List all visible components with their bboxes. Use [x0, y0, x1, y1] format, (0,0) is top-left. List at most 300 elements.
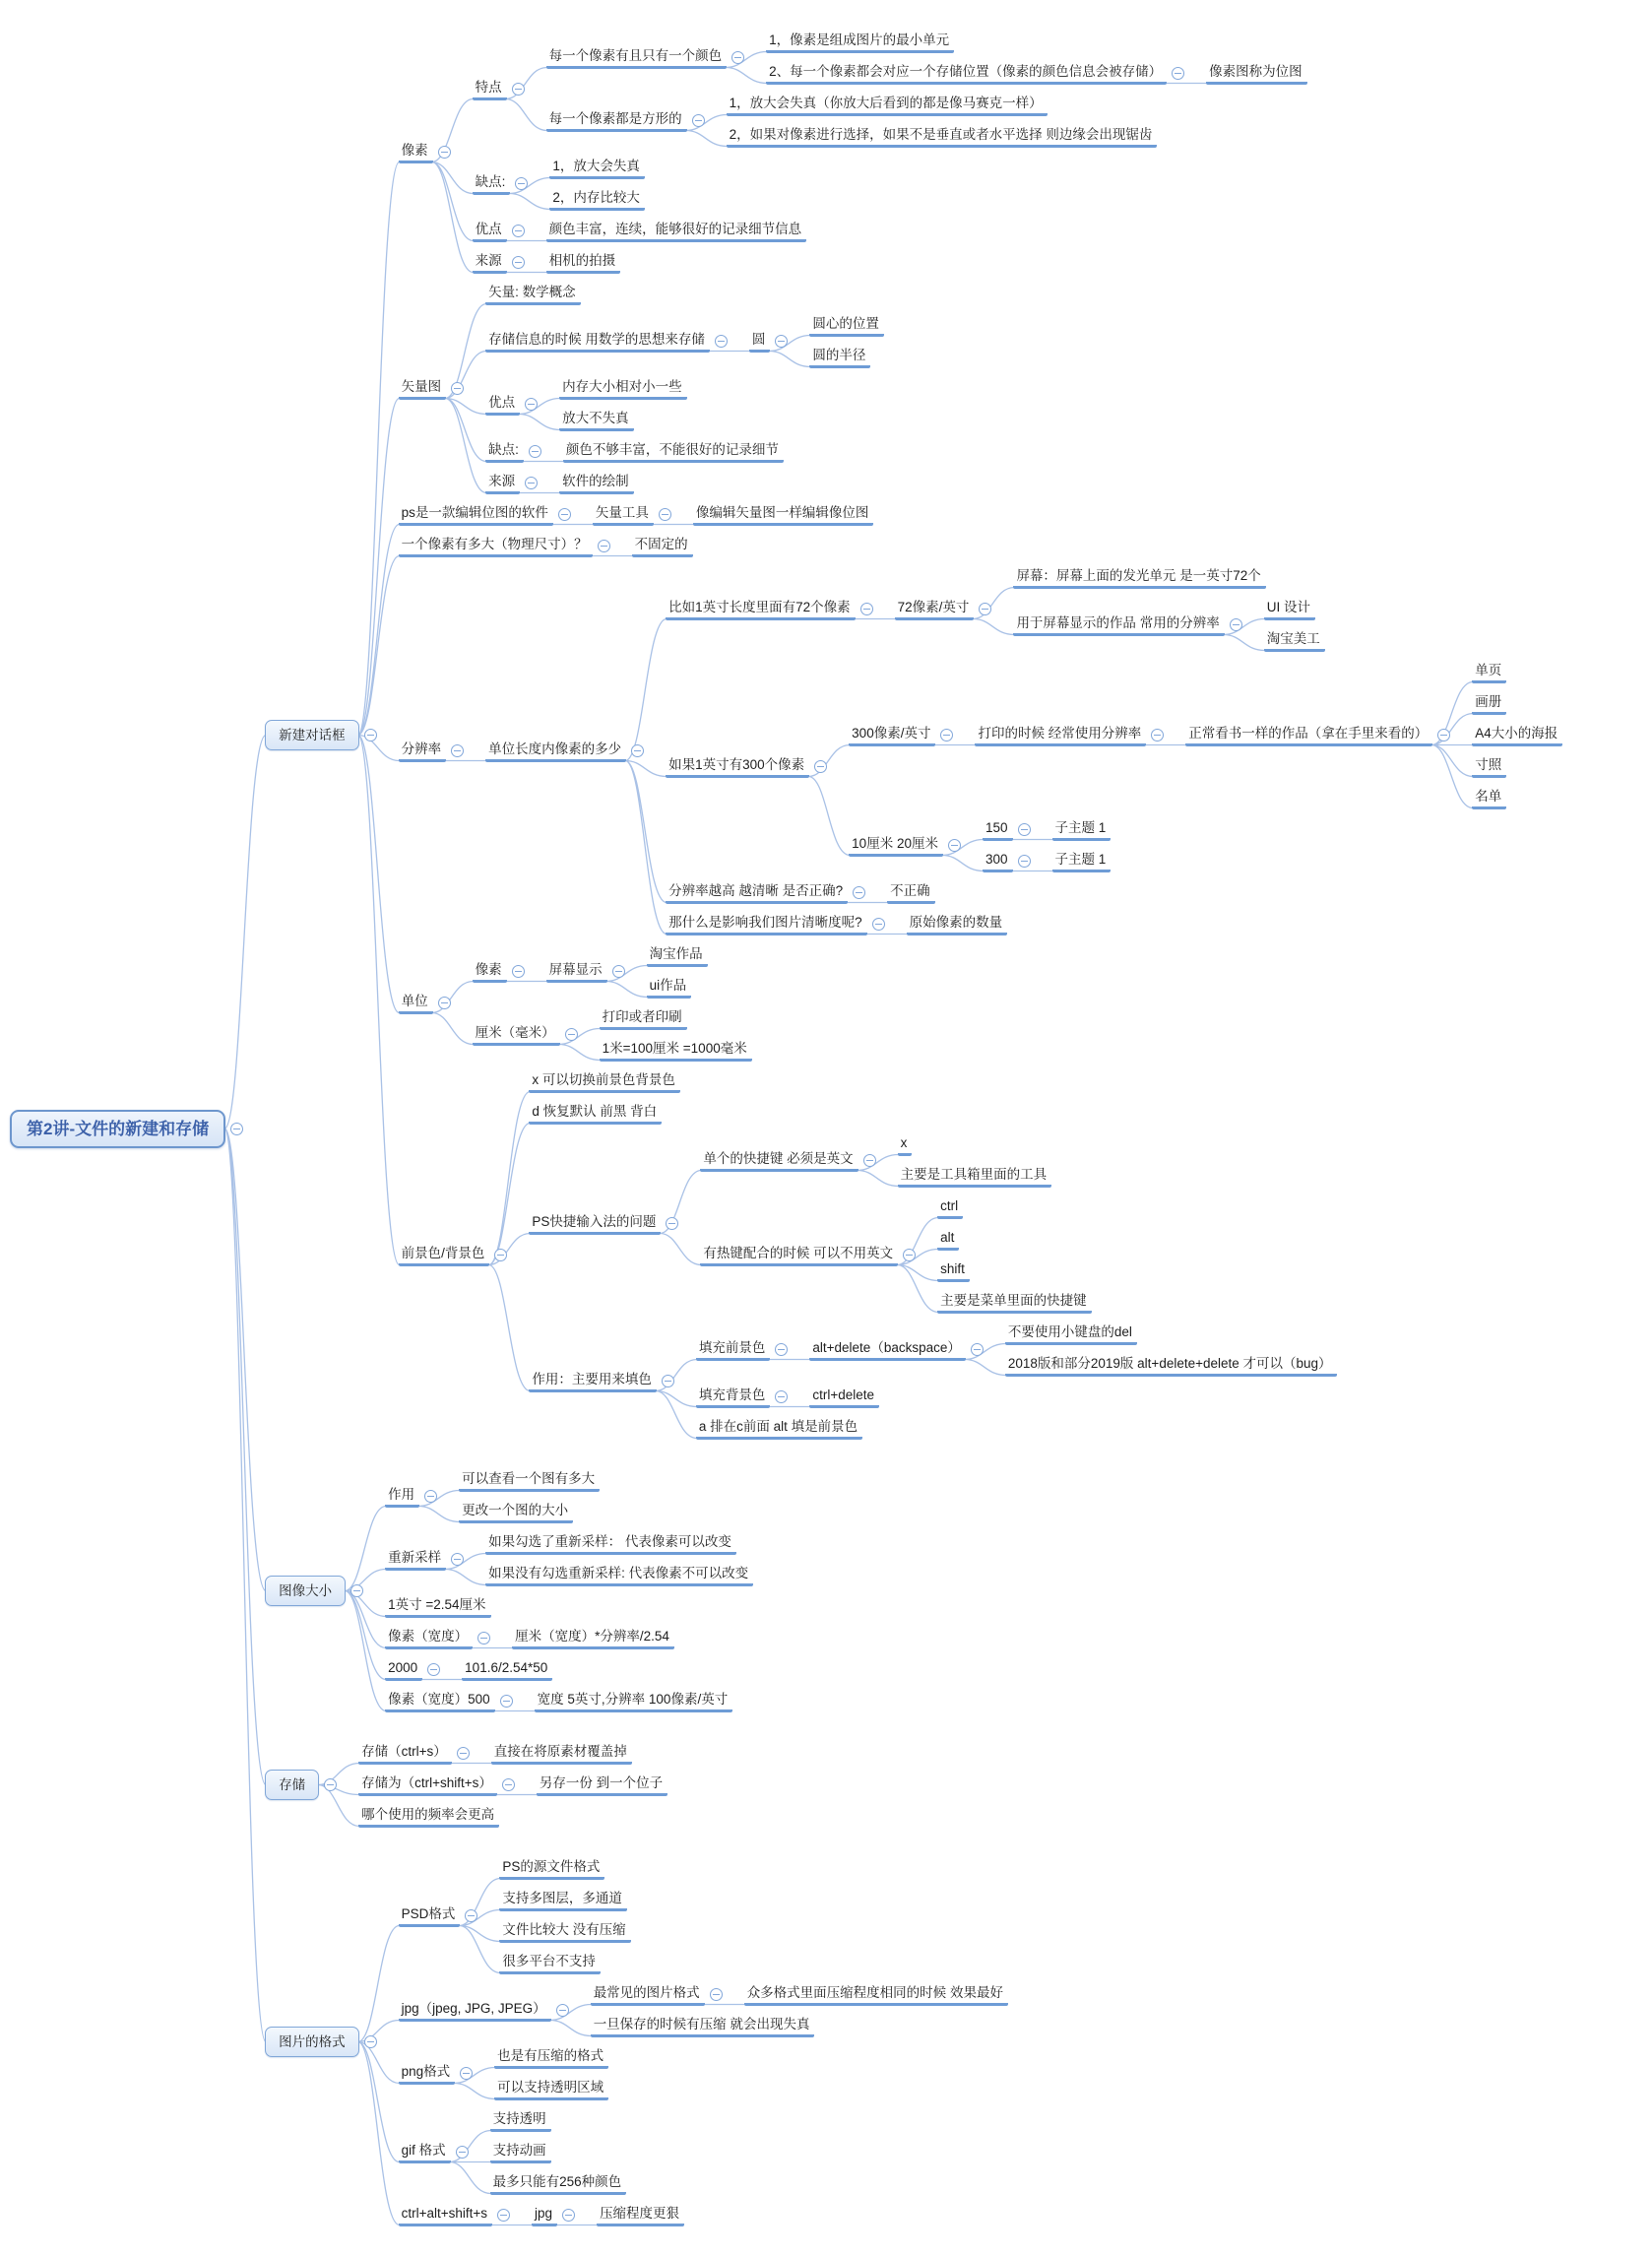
topic-head [559, 472, 634, 494]
mindmap-branch [1264, 598, 1325, 620]
children-group [700, 1133, 1091, 1314]
collapse-icon[interactable] [512, 256, 525, 269]
mindmap-topic[interactable]: 分辨率越高 越清晰 是否正确? [666, 881, 848, 904]
mindmap-topic[interactable]: 子主题 1 [1052, 850, 1112, 872]
mindmap-topic[interactable]: 单位长度内像素的多少 [485, 740, 626, 762]
mindmap-branch [399, 944, 1563, 1062]
collapse-icon[interactable] [424, 1490, 437, 1503]
topic-head [666, 755, 827, 778]
topic-head [473, 1023, 578, 1046]
mindmap-topic[interactable]: 一旦保存的时候有压缩 就会出现失真 [591, 2015, 815, 2037]
mindmap-topic[interactable]: ctrl [937, 1196, 963, 1219]
mindmap-topic[interactable]: a 排在c前面 alt 填是前景色 [696, 1417, 862, 1440]
topic-head [494, 2078, 608, 2100]
mindmap-branch [490, 2172, 627, 2195]
mindmap-topic[interactable]: 不固定的 [632, 535, 693, 557]
topic-head [499, 1920, 630, 1943]
mindmap-topic[interactable]: alt [937, 1228, 959, 1251]
mindmap-topic[interactable]: 像编辑矢量图一样编辑像位图 [693, 503, 874, 526]
mindmap-topic[interactable]: 不正确 [887, 881, 935, 904]
mindmap-topic[interactable]: 支持动画 [490, 2141, 551, 2163]
collapse-icon[interactable] [662, 1375, 674, 1387]
topic-head [10, 1110, 243, 1148]
mindmap-topic[interactable]: 2，如果对像素进行选择，如果不是垂直或者水平选择 则边缘会出现锯齿 [727, 125, 1158, 148]
children-group [512, 1627, 674, 1649]
children-group [593, 503, 874, 526]
mindmap-topic[interactable]: 2、每一个像素都会对应一个存储位置（像素的颜色信息会被存储） [766, 62, 1167, 85]
mindmap-branch [1013, 566, 1324, 589]
mindmap-topic[interactable]: 来源 [485, 472, 520, 494]
mindmap-branch [546, 94, 1307, 148]
mindmap-topic[interactable]: 每一个像素都是方形的 [546, 109, 687, 132]
mindmap-topic[interactable]: 主要是菜单里面的快捷键 [937, 1291, 1092, 1314]
collapse-icon[interactable] [666, 1217, 678, 1230]
children-group [559, 377, 687, 431]
mindmap-topic[interactable]: 存储（ctrl+s） [358, 1742, 452, 1765]
mindmap-branch [937, 1259, 1092, 1282]
mindmap-topic[interactable]: shift [937, 1259, 970, 1282]
mindmap-branch [462, 1658, 552, 1681]
mindmap-topic[interactable]: 10厘米 20厘米 [849, 834, 943, 857]
mindmap-branch [898, 1165, 1052, 1188]
topic-head [1472, 724, 1562, 746]
mindmap-branch [559, 377, 687, 400]
mindmap-topic[interactable]: 比如1英寸长度里面有72个像素 [666, 598, 856, 620]
mindmap-topic[interactable]: 主要是工具箱里面的工具 [898, 1165, 1052, 1188]
collapse-icon[interactable] [1018, 855, 1031, 868]
mindmap-topic[interactable]: 屏幕显示 [546, 960, 607, 983]
collapse-icon[interactable] [979, 603, 991, 615]
mindmap-topic[interactable]: 子主题 1 [1052, 818, 1112, 841]
collapse-icon[interactable] [903, 1249, 916, 1261]
topic-head [1264, 598, 1315, 620]
topic-head [597, 2204, 684, 2226]
collapse-icon[interactable] [529, 445, 541, 458]
mindmap-topic[interactable]: PSD格式 [399, 1904, 461, 1927]
mindmap-topic[interactable]: 72像素/英寸 [895, 598, 975, 620]
mindmap-topic[interactable]: 如果勾选了重新采样： 代表像素可以改变 [485, 1532, 736, 1555]
topic-head [809, 1338, 983, 1361]
collapse-icon[interactable] [556, 2004, 569, 2017]
mindmap-branch [512, 1627, 674, 1649]
topic-head [485, 1564, 753, 1586]
mindmap-topic[interactable]: 打印或者印刷 [600, 1007, 687, 1030]
topic-head [1206, 62, 1307, 85]
mindmap-topic[interactable]: 存储为（ctrl+shift+s） [358, 1773, 497, 1796]
children-group [473, 944, 752, 1062]
mindmap-topic[interactable]: 2018版和部分2019版 alt+delete+delete 才可以（bug） [1005, 1354, 1337, 1377]
mindmap-branch [459, 1469, 600, 1492]
mindmap-topic[interactable]: 最多只能有256种颜色 [490, 2172, 627, 2195]
mindmap-branch [385, 1658, 753, 1681]
mindmap-topic[interactable]: 1英寸 =2.54厘米 [385, 1595, 490, 1618]
mindmap-topic[interactable]: ps是一款编辑位图的软件 [399, 503, 553, 526]
collapse-icon[interactable] [451, 744, 464, 757]
mindmap-topic[interactable]: 1，放大会失真（你放大后看到的都是像马赛克一样） [727, 94, 1048, 116]
collapse-icon[interactable] [872, 918, 885, 931]
mindmap-topic[interactable]: 颜色丰富，连续，能够很好的记录细节信息 [546, 220, 807, 242]
mindmap-topic[interactable]: x 可以切换前景色背景色 [529, 1070, 680, 1093]
collapse-icon[interactable] [775, 1390, 788, 1403]
collapse-icon[interactable] [515, 177, 528, 190]
mindmap-topic[interactable]: jpg [532, 2204, 557, 2226]
mindmap-topic[interactable]: 300 [983, 850, 1013, 872]
mindmap-topic[interactable]: 支持透明 [490, 2109, 551, 2132]
mindmap-topic[interactable]: 不要使用小键盘的del [1005, 1322, 1137, 1345]
topic-head [490, 2141, 551, 2163]
mindmap-topic[interactable]: 淘宝作品 [647, 944, 708, 967]
collapse-icon[interactable] [659, 508, 671, 521]
collapse-icon[interactable] [948, 839, 961, 852]
mindmap-topic[interactable]: 放大不失真 [559, 409, 634, 431]
mindmap-branch [265, 1742, 1562, 1828]
children-group [462, 1658, 552, 1681]
collapse-icon[interactable] [451, 1553, 464, 1566]
mindmap-topic[interactable]: 填充前景色 [696, 1338, 771, 1361]
collapse-icon[interactable] [460, 2067, 473, 2080]
mindmap-topic[interactable]: 2000 [385, 1658, 422, 1681]
mindmap-branch [600, 1007, 752, 1030]
mindmap-topic[interactable]: 一个像素有多大（物理尺寸）？ [399, 535, 593, 557]
collapse-icon[interactable] [364, 2035, 377, 2048]
mindmap-topic[interactable]: 有热键配合的时候 可以不用英文 [700, 1244, 898, 1266]
collapse-icon[interactable] [497, 2209, 510, 2222]
collapse-icon[interactable] [427, 1663, 440, 1676]
mindmap-topic[interactable]: 分辨率 [399, 740, 447, 762]
topic-head [490, 2172, 627, 2195]
mindmap-topic[interactable]: jpg（jpeg, JPG, JPEG） [399, 1999, 551, 2022]
mindmap-topic[interactable]: 如果没有勾选重新采样: 代表像素不可以改变 [485, 1564, 753, 1586]
mindmap-branch [727, 125, 1158, 148]
mindmap-topic[interactable]: 圆的半径 [809, 346, 870, 368]
mindmap-branch [499, 1857, 630, 1880]
mindmap-branch [535, 1690, 733, 1712]
mindmap-branch [597, 2204, 684, 2226]
topic-head [385, 1595, 490, 1618]
topic-head [265, 2027, 377, 2057]
collapse-icon[interactable] [364, 729, 377, 742]
collapse-icon[interactable] [457, 1747, 470, 1760]
collapse-icon[interactable] [494, 1249, 507, 1261]
topic-head [399, 1999, 569, 2022]
mindmap-branch [749, 314, 884, 368]
mindmap-topic[interactable]: 特点 [473, 78, 507, 100]
topic-head [385, 1627, 490, 1649]
mindmap-branch [907, 913, 1008, 935]
children-group [597, 2204, 684, 2226]
mindmap-topic[interactable]: 内存大小相对小一些 [559, 377, 687, 400]
mindmap-topic[interactable]: 1，放大会失真 [549, 157, 645, 179]
topic-head [591, 1983, 723, 2006]
mindmap-topic[interactable]: 来源 [473, 251, 507, 274]
mindmap-topic[interactable]: 1，像素是组成图片的最小单元 [766, 31, 954, 53]
collapse-icon[interactable] [853, 886, 865, 899]
mindmap-topic[interactable]: 像素图称为位图 [1206, 62, 1307, 85]
topic-head [700, 1244, 916, 1266]
mindmap-topic[interactable]: 那什么是影响我们图片清晰度呢? [666, 913, 867, 935]
mindmap-topic[interactable]: 淘宝美工 [1264, 629, 1325, 652]
branch-topic[interactable]: 图像大小 [265, 1576, 346, 1606]
mindmap-branch [265, 1857, 1562, 2226]
mindmap-topic[interactable]: 300像素/英寸 [849, 724, 935, 746]
mindmap-topic[interactable]: 众多格式里面压缩程度相同的时候 效果最好 [744, 1983, 1008, 2006]
collapse-icon[interactable] [692, 114, 705, 127]
mindmap-topic[interactable]: 最常见的图片格式 [591, 1983, 705, 2006]
topic-head [563, 440, 784, 463]
topic-head [559, 409, 634, 431]
topic-head [593, 503, 671, 526]
mindmap-topic[interactable]: 像素（宽度） [385, 1627, 473, 1649]
mindmap-branch [632, 535, 693, 557]
children-group [399, 1857, 1008, 2226]
mindmap-branch [473, 220, 1307, 242]
mindmap-topic[interactable]: 画册 [1472, 692, 1506, 715]
topic-head [700, 1149, 875, 1172]
mindmap-topic[interactable]: 支持多图层，多通道 [499, 1889, 627, 1911]
mindmap-topic[interactable]: 作用：主要用来填色 [529, 1370, 657, 1392]
topic-head [485, 1532, 736, 1555]
mindmap-topic[interactable]: 另存一份 到一个位子 [537, 1773, 667, 1796]
mindmap-branch [529, 1322, 1336, 1440]
topic-head [546, 109, 705, 132]
topic-head [666, 881, 865, 904]
root-topic[interactable]: 第2讲-文件的新建和存储 [10, 1110, 225, 1148]
topic-head [459, 1469, 600, 1492]
collapse-icon[interactable] [775, 1343, 788, 1356]
collapse-icon[interactable] [456, 2146, 469, 2159]
mindmap-topic[interactable]: png格式 [399, 2062, 456, 2085]
mindmap-branch [499, 1952, 630, 1974]
mindmap-topic[interactable]: 厘米（毫米） [473, 1023, 560, 1046]
mindmap-topic[interactable]: 101.6/2.54*50 [462, 1658, 552, 1681]
collapse-icon[interactable] [477, 1632, 490, 1644]
mindmap-topic[interactable]: 填充背景色 [696, 1386, 771, 1408]
collapse-icon[interactable] [814, 760, 827, 773]
mindmap-branch [727, 94, 1158, 116]
mindmap-topic[interactable]: 寸照 [1472, 755, 1506, 778]
mindmap-branch [459, 1501, 600, 1523]
topic-head [647, 944, 708, 967]
mindmap-branch [473, 157, 1307, 211]
mindmap-branch [399, 31, 1563, 274]
topic-head [485, 472, 538, 494]
mindmap-branch [809, 1386, 879, 1408]
mindmap-topic[interactable]: alt+delete（backspace） [809, 1338, 965, 1361]
collapse-icon[interactable] [1172, 67, 1184, 80]
children-group [766, 31, 1307, 85]
mindmap-topic[interactable]: 颜色不够丰富，不能很好的记录细节 [563, 440, 784, 463]
mindmap-topic[interactable]: 像素（宽度）500 [385, 1690, 495, 1712]
collapse-icon[interactable] [525, 398, 538, 411]
mindmap-topic[interactable]: 矢量图 [399, 377, 447, 400]
mindmap-branch [1472, 661, 1562, 683]
collapse-icon[interactable] [775, 335, 788, 348]
mindmap-topic[interactable]: 用于屏幕显示的作品 常用的分辨率 [1013, 613, 1224, 636]
children-group [809, 314, 884, 368]
children-group [559, 472, 634, 494]
mindmap-branch [937, 1228, 1092, 1251]
mindmap-topic[interactable]: 单页 [1472, 661, 1506, 683]
topic-head [473, 251, 525, 274]
collapse-icon[interactable] [562, 2209, 575, 2222]
mindmap-topic[interactable]: 厘米（宽度）*分辨率/2.54 [512, 1627, 674, 1649]
mindmap-branch [563, 440, 784, 463]
mindmap-topic[interactable]: 存储信息的时候 用数学的思想来存储 [485, 330, 710, 353]
collapse-icon[interactable] [451, 382, 464, 395]
topic-head [766, 62, 1184, 85]
collapse-icon[interactable] [971, 1343, 984, 1356]
mindmap-topic[interactable]: 直接在将原素材覆盖掉 [491, 1742, 632, 1765]
children-group [473, 31, 1307, 274]
mindmap-topic[interactable]: 优点 [473, 220, 507, 242]
collapse-icon[interactable] [1018, 823, 1031, 836]
children-group [1052, 850, 1112, 872]
mindmap-branch [895, 566, 1325, 652]
collapse-icon[interactable] [940, 729, 953, 742]
topic-head [537, 1773, 667, 1796]
mindmap-topic[interactable]: 优点 [485, 393, 520, 416]
mindmap-topic[interactable]: ctrl+alt+shift+s [399, 2204, 492, 2226]
mindmap-topic[interactable]: 像素 [473, 960, 507, 983]
collapse-icon[interactable] [1437, 729, 1450, 742]
topic-head [459, 1501, 573, 1523]
mindmap-topic[interactable]: 圆 [749, 330, 771, 353]
mindmap-topic[interactable]: ui作品 [647, 976, 692, 999]
mindmap-topic[interactable]: 软件的绘制 [559, 472, 634, 494]
mindmap-topic[interactable]: A4大小的海报 [1472, 724, 1562, 746]
topic-head [666, 598, 873, 620]
collapse-icon[interactable] [500, 1695, 513, 1708]
collapse-icon[interactable] [350, 1584, 363, 1597]
collapse-icon[interactable] [512, 83, 525, 96]
collapse-icon[interactable] [465, 1909, 477, 1922]
topic-head [895, 598, 992, 620]
mindmap-topic[interactable]: 宽度 5英寸,分辨率 100像素/英寸 [535, 1690, 733, 1712]
topic-head [512, 1627, 674, 1649]
branch-topic[interactable]: 存储 [265, 1770, 319, 1800]
branch-topic[interactable]: 图片的格式 [265, 2027, 359, 2057]
mindmap-topic[interactable]: 原始像素的数量 [907, 913, 1008, 935]
mindmap-branch [490, 2141, 627, 2163]
mindmap-topic[interactable]: x [898, 1133, 913, 1156]
mindmap-topic[interactable]: 前景色/背景色 [399, 1244, 490, 1266]
mindmap-topic[interactable]: 2，内存比较大 [549, 188, 645, 211]
mindmap-topic[interactable]: 150 [983, 818, 1013, 841]
mindmap-topic[interactable]: 相机的拍摄 [546, 251, 621, 274]
mindmap-topic[interactable]: ctrl+delete [809, 1386, 879, 1408]
mindmap-topic[interactable]: 圆心的位置 [809, 314, 884, 337]
collapse-icon[interactable] [512, 225, 525, 237]
mindmap-topic[interactable]: d 恢复默认 前黑 背白 [529, 1102, 662, 1125]
collapse-icon[interactable] [715, 335, 728, 348]
mindmap-topic[interactable]: 可以查看一个图有多大 [459, 1469, 600, 1492]
mindmap-branch [937, 1196, 1092, 1219]
children-group [494, 2046, 608, 2100]
collapse-icon[interactable] [438, 997, 451, 1009]
topic-head [385, 1485, 437, 1508]
topic-head [529, 1212, 678, 1235]
mindmap-topic[interactable]: 可以支持透明区域 [494, 2078, 608, 2100]
mindmap-topic[interactable]: 单个的快捷键 必须是英文 [700, 1149, 858, 1172]
children-group [535, 1690, 733, 1712]
topic-head [849, 834, 961, 857]
collapse-icon[interactable] [612, 965, 625, 978]
mindmap-topic[interactable]: 也是有压缩的格式 [494, 2046, 608, 2069]
mindmap-topic[interactable]: PS快捷输入法的问题 [529, 1212, 661, 1235]
children-group [537, 1773, 667, 1796]
mindmap-topic[interactable]: 缺点: [485, 440, 524, 463]
collapse-icon[interactable] [1151, 729, 1164, 742]
mindmap-topic[interactable]: 每一个像素有且只有一个颜色 [546, 46, 728, 69]
mindmap-branch [666, 881, 1562, 904]
mindmap-topic[interactable]: 屏幕：屏幕上面的发光单元 是一英寸72个 [1013, 566, 1265, 589]
collapse-icon[interactable] [324, 1778, 337, 1791]
mindmap-branch [490, 2109, 627, 2132]
mindmap-topic[interactable]: 名单 [1472, 787, 1506, 809]
collapse-icon[interactable] [558, 508, 571, 521]
mindmap-topic[interactable]: 压缩程度更狠 [597, 2204, 684, 2226]
branch-topic[interactable]: 新建对话框 [265, 720, 359, 750]
mindmap-topic[interactable]: 文件比较大 没有压缩 [499, 1920, 630, 1943]
collapse-icon[interactable] [863, 1154, 876, 1167]
mindmap-branch [485, 314, 884, 368]
children-group [849, 661, 1562, 872]
mindmap-topic[interactable]: PS的源文件格式 [499, 1857, 604, 1880]
mindmap-branch [10, 31, 1652, 2226]
collapse-icon[interactable] [512, 965, 525, 978]
topic-head [385, 1658, 440, 1681]
children-group [887, 881, 935, 904]
collapse-icon[interactable] [230, 1123, 243, 1135]
collapse-icon[interactable] [1230, 618, 1242, 631]
mindmap-topic[interactable]: 缺点: [473, 172, 511, 195]
children-group [546, 31, 1307, 148]
mindmap-topic[interactable]: 很多平台不支持 [499, 1952, 601, 1974]
mindmap-topic[interactable]: 如果1英寸有300个像素 [666, 755, 809, 778]
collapse-icon[interactable] [710, 1988, 723, 2001]
mindmap-topic[interactable]: 单位 [399, 992, 433, 1014]
mindmap-topic[interactable]: 作用 [385, 1485, 419, 1508]
collapse-icon[interactable] [438, 146, 451, 159]
mindmap-topic[interactable]: 更改一个图的大小 [459, 1501, 573, 1523]
mindmap-branch [591, 2015, 1008, 2037]
collapse-icon[interactable] [598, 540, 610, 552]
topic-head [887, 881, 935, 904]
mindmap-topic[interactable]: 矢量工具 [593, 503, 654, 526]
collapse-icon[interactable] [525, 477, 538, 489]
collapse-icon[interactable] [631, 744, 644, 757]
topic-head [549, 157, 645, 179]
mindmap-topic[interactable]: gif 格式 [399, 2141, 451, 2163]
collapse-icon[interactable] [502, 1778, 515, 1791]
mindmap-topic[interactable]: 重新采样 [385, 1548, 446, 1571]
children-group [499, 1857, 630, 1974]
collapse-icon[interactable] [860, 603, 873, 615]
mindmap-topic[interactable]: 像素 [399, 141, 433, 163]
mindmap-topic[interactable]: 1米=100厘米 =1000毫米 [600, 1039, 752, 1062]
collapse-icon[interactable] [731, 51, 744, 64]
mindmap-topic[interactable]: 矢量: 数学概念 [485, 283, 581, 305]
collapse-icon[interactable] [565, 1028, 578, 1041]
topic-head [744, 1983, 1008, 2006]
mindmap-branch [358, 1773, 667, 1796]
mindmap-topic[interactable]: 打印的时候 经常使用分辨率 [975, 724, 1146, 746]
mindmap-topic[interactable]: 哪个使用的频率会更高 [358, 1805, 499, 1828]
mindmap-branch [385, 1690, 753, 1712]
topic-head [559, 377, 687, 400]
mindmap-topic[interactable]: 正常看书一样的作品（拿在手里来看的） [1185, 724, 1432, 746]
mindmap-topic[interactable]: UI 设计 [1264, 598, 1315, 620]
